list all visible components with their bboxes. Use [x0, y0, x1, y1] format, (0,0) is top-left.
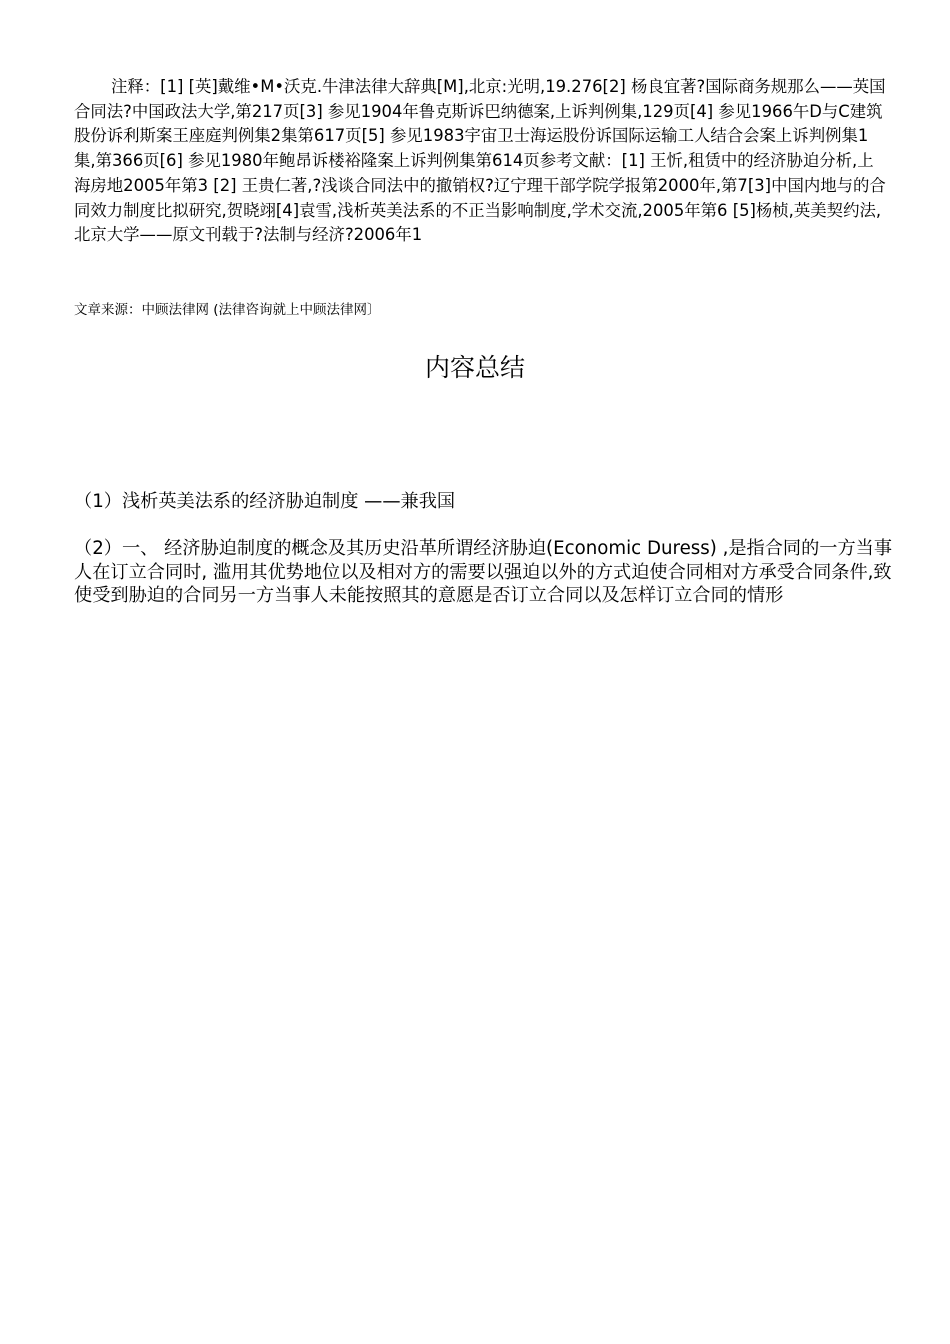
- summary-title: 内容总结: [424, 353, 525, 382]
- article-source: 文章来源：中顾法律网 (法律咨询就上中顾法律网〕: [74, 302, 381, 318]
- summary-item-1: （1）浅析英美法系的经济胁迫制度 ——兼我国: [74, 491, 456, 512]
- summary-item-2: （2）一、 经济胁迫制度的概念及其历史沿革所谓经济胁迫(Economic Duress) ,是指合同的一方当事人在订立合同时, 滥用其优势地位以及相对方的需要以强迫以外的方式迫使合同相对方承受合同条件,致使受到胁迫的合同另一方当事人未能按照其的意愿是否订立合同以及怎样订立合同的情形: [74, 538, 893, 607]
- notes-paragraph: 注释：[1] [英]戴维•M•沃克.牛津法律大辞典[M],北京:光明,19.276[2] 杨良宜著?国际商务规那么——英国合同法?中国政法大学,第217页[3] 参见1904年鲁克斯诉巴纳德案,上诉判例集,129页[4] 参见1966午D与C建筑股份诉利斯案王座庭判例集2集第617页[5] 参见1983宇宙卫士海运股份诉国际运输工人结合会案上诉判例集1集,第366页[6] 参见1980年鲍昂诉楼裕隆案上诉判例集第614页参考文献：[1] 王忻,租赁中的经济胁迫分析,上海房地2005年第3 [2] 王贵仁著,?浅谈合同法中的撤销权?辽宁理干部学院学报第2000年,第7[3]中国内地与的合同效力制度比拟研究,贺晓翊[4]袁雪,浅析英美法系的不正当影响制度,学术交流,2005年第6 [5]杨桢,英美契约法,北京大学——原文刊载于?法制与经济?2006年1: [74, 77, 886, 245]
